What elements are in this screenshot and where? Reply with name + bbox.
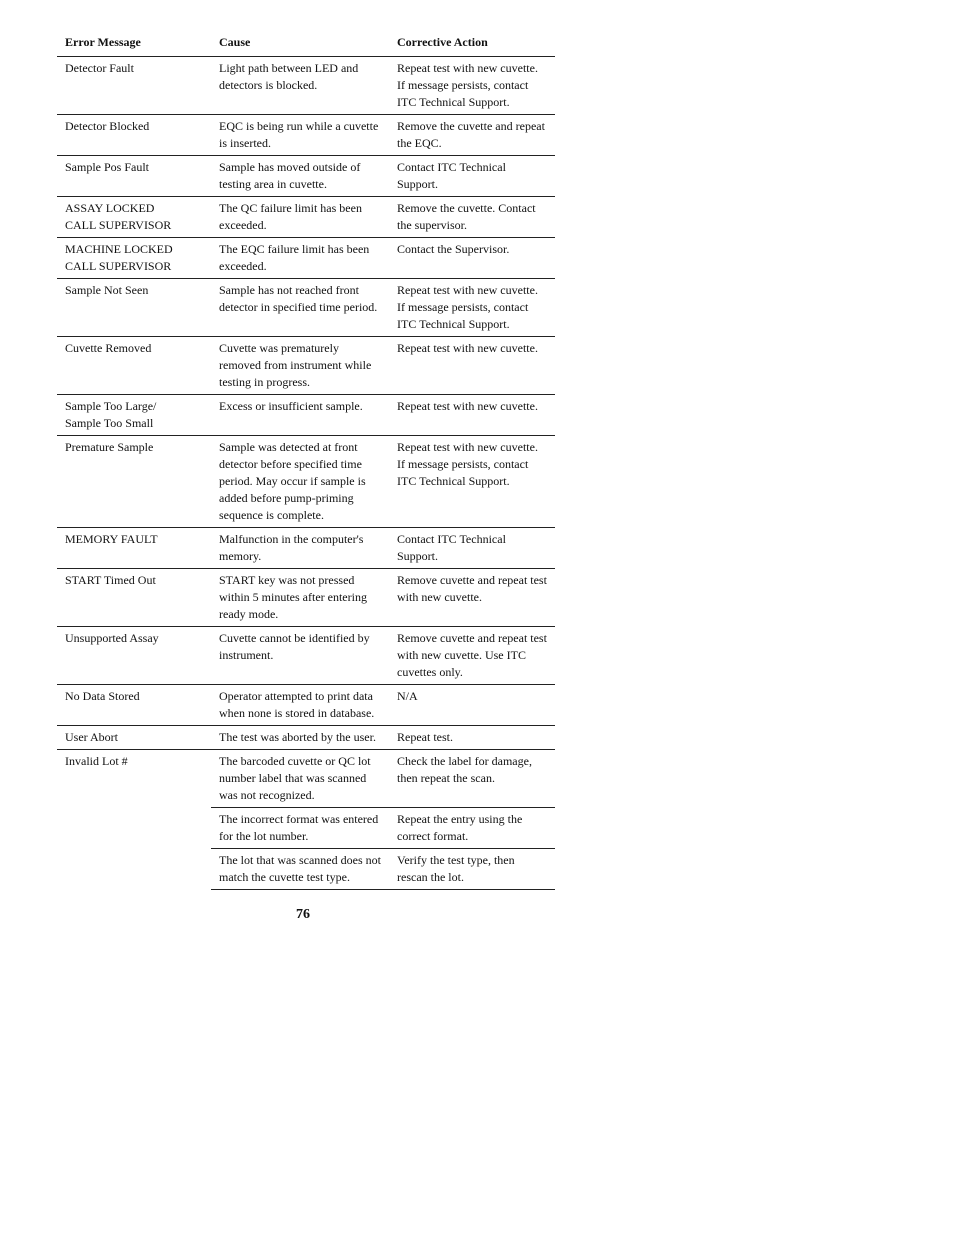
cause-cell: Operator attempted to print data when none is stored in database. <box>211 685 389 726</box>
error-message-cell <box>57 849 211 890</box>
table-row <box>57 750 555 808</box>
table-row <box>57 436 555 528</box>
error-message-cell: No Data Stored <box>57 685 211 726</box>
table-row <box>57 337 555 395</box>
cause-cell: Sample has moved outside of testing area in cuvette. <box>211 156 389 197</box>
error-message-cell: Invalid Lot # <box>65 754 128 768</box>
corrective-action-cell: Remove the cuvette and repeat the EQC. <box>389 115 555 156</box>
table-row <box>57 279 555 337</box>
error-message-cell: Unsupported Assay <box>57 627 211 685</box>
corrective-action-cell: Remove the cuvette. Contact the supervisor. <box>389 197 555 238</box>
corrective-action-cell: Contact the Supervisor. <box>389 238 555 279</box>
table-row <box>57 808 555 849</box>
table-row <box>57 528 555 569</box>
corrective-action-cell: Remove cuvette and repeat test with new cuvette. <box>389 569 555 627</box>
header-cause: Cause <box>211 31 389 57</box>
table-row <box>57 685 555 726</box>
error-message-cell: START Timed Out <box>57 569 211 627</box>
corrective-action-cell: N/A <box>389 685 555 726</box>
cause-cell: Light path between LED and detectors is blocked. <box>211 57 389 115</box>
error-messages-table <box>57 31 555 890</box>
corrective-action-cell: Repeat test with new cuvette. <box>389 337 555 395</box>
corrective-action-cell: Repeat test with new cuvette. If message persists, contact ITC Technical Support. <box>389 279 555 337</box>
cause-cell: Malfunction in the computer's memory. <box>211 528 389 569</box>
error-message-cell: Detector Fault <box>57 57 211 115</box>
error-message-cell: Sample Too Large/ Sample Too Small <box>57 395 211 436</box>
table-row <box>57 57 555 115</box>
table-row <box>57 627 555 685</box>
error-message-cell: Premature Sample <box>57 436 211 528</box>
error-message-cell: MEMORY FAULT <box>57 528 211 569</box>
corrective-action-cell: Repeat test with new cuvette. If message persists, contact ITC Technical Support. <box>389 57 555 115</box>
corrective-action-cell: Verify the test type, then rescan the lot. <box>389 849 555 890</box>
cause-cell: Sample was detected at front detector before specified time period. May occur if sample is added before pump-priming sequence is complete. <box>211 436 389 528</box>
table-row <box>57 395 555 436</box>
error-message-cell: User Abort <box>57 726 211 750</box>
cause-cell: The lot that was scanned does not match the cuvette test type. <box>211 849 389 890</box>
table-row <box>57 115 555 156</box>
corrective-action-cell: Contact ITC Technical Support. <box>389 156 555 197</box>
table-row <box>57 197 555 238</box>
error-message-cell: MACHINE LOCKED CALL SUPERVISOR <box>57 238 211 279</box>
cause-cell: EQC is being run while a cuvette is inserted. <box>211 115 389 156</box>
corrective-action-cell: Repeat test. <box>389 726 555 750</box>
cause-cell: The incorrect format was entered for the lot number. <box>211 808 389 849</box>
cause-cell: Sample has not reached front detector in specified time period. <box>211 279 389 337</box>
cause-cell: The EQC failure limit has been exceeded. <box>211 238 389 279</box>
corrective-action-cell: Contact ITC Technical Support. <box>389 528 555 569</box>
corrective-action-cell: Remove cuvette and repeat test with new cuvette. Use ITC cuvettes only. <box>389 627 555 685</box>
corrective-action-cell: Repeat test with new cuvette. <box>389 395 555 436</box>
table-row <box>57 238 555 279</box>
cause-cell: Cuvette was prematurely removed from instrument while testing in progress. <box>211 337 389 395</box>
cause-cell: Cuvette cannot be identified by instrument. <box>211 627 389 685</box>
cause-cell: START key was not pressed within 5 minutes after entering ready mode. <box>211 569 389 627</box>
cause-cell: Excess or insufficient sample. <box>211 395 389 436</box>
table-row <box>57 849 555 890</box>
error-message-cell <box>57 808 211 849</box>
page-number: 76 <box>296 907 310 922</box>
cause-cell: The barcoded cuvette or QC lot number label that was scanned was not recognized. <box>211 750 389 808</box>
error-message-cell: Sample Not Seen <box>57 279 211 337</box>
error-message-cell: ASSAY LOCKED CALL SUPERVISOR <box>57 197 211 238</box>
table-header-row <box>57 31 555 57</box>
error-message-cell: Cuvette Removed <box>57 337 211 395</box>
corrective-action-cell: Repeat the entry using the correct format. <box>389 808 555 849</box>
table-row <box>57 569 555 627</box>
table-row <box>57 156 555 197</box>
table-row <box>57 726 555 750</box>
cause-cell: The test was aborted by the user. <box>211 726 389 750</box>
corrective-action-cell: Check the label for damage, then repeat the scan. <box>389 750 555 808</box>
error-message-cell: Detector Blocked <box>57 115 211 156</box>
header-corrective-action: Corrective Action <box>389 31 555 57</box>
corrective-action-cell: Repeat test with new cuvette. If message persists, contact ITC Technical Support. <box>389 436 555 528</box>
cause-cell: The QC failure limit has been exceeded. <box>211 197 389 238</box>
header-error-message: Error Message <box>57 31 211 57</box>
error-message-cell: Sample Pos Fault <box>57 156 211 197</box>
table-body <box>57 57 555 890</box>
